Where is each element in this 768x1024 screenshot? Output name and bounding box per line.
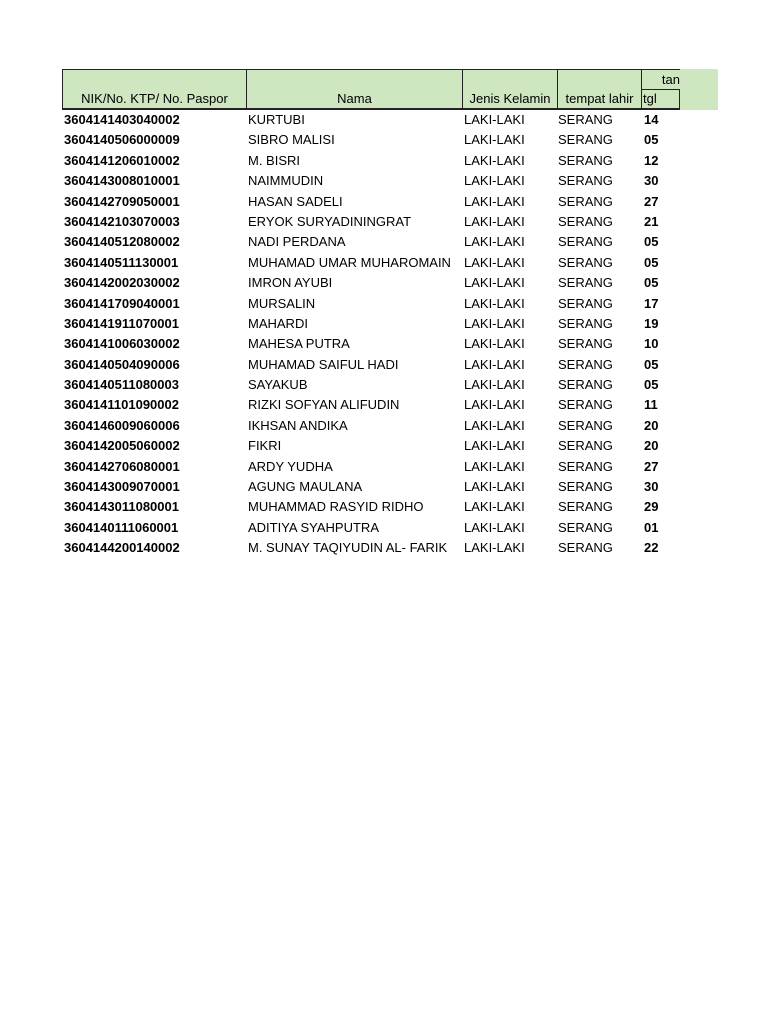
cell-jenis-kelamin[interactable]: LAKI-LAKI [464,112,525,127]
header-tgl[interactable]: tgl [642,89,680,109]
cell-nama[interactable]: NAIMMUDIN [248,173,324,189]
cell-tgl[interactable]: 27 [644,193,659,209]
cell-jenis-kelamin[interactable]: LAKI-LAKI [464,193,525,209]
cell-tgl[interactable]: 30 [644,173,659,189]
cell-nik[interactable]: 3604146009060006 [64,417,180,433]
table-row [62,314,768,334]
cell-tgl[interactable]: 05 [644,234,659,250]
cell-nama[interactable]: IMRON AYUBI [248,275,333,291]
table-row [62,436,768,456]
cell-tempat-lahir[interactable]: SERANG [558,438,613,454]
cell-tgl[interactable]: 14 [644,112,659,127]
cell-tgl[interactable]: 20 [644,438,659,454]
cell-tgl[interactable]: 22 [644,540,659,556]
cell-nik[interactable]: 3604140512080002 [64,234,180,250]
cell-nik[interactable]: 3604140111060001 [64,519,179,535]
cell-nama[interactable]: MUHAMAD UMAR MUHAROMAIN [248,254,451,270]
cell-nama[interactable]: NADI PERDANA [248,234,346,250]
cell-nik[interactable]: 3604142709050001 [64,193,180,209]
cell-nama[interactable]: MURSALIN [248,295,316,311]
cell-jenis-kelamin[interactable]: LAKI-LAKI [464,479,525,495]
cell-nama[interactable]: MAHARDI [248,315,308,331]
cell-tgl[interactable]: 05 [644,377,659,393]
cell-tgl[interactable]: 05 [644,275,659,291]
cell-nama[interactable]: MUHAMMAD RASYID RIDHO [248,499,424,515]
cell-nik[interactable]: 3604140504090006 [64,356,180,372]
cell-tgl[interactable]: 12 [644,152,659,168]
cell-nik[interactable]: 3604140511130001 [64,254,179,270]
cell-tempat-lahir[interactable]: SERANG [558,417,613,433]
table-row [62,518,768,538]
table-row [62,192,768,212]
cell-nik[interactable]: 3604141006030002 [64,336,180,352]
table-row [62,477,768,497]
cell-tgl[interactable]: 21 [644,213,659,229]
table-row [62,294,768,314]
cell-tgl[interactable]: 17 [644,295,659,311]
cell-jenis-kelamin[interactable]: LAKI-LAKI [464,519,525,535]
header-fill [680,69,718,110]
cell-nik[interactable]: 3604142005060002 [64,438,180,454]
cell-tempat-lahir[interactable]: SERANG [558,173,613,189]
table-row [62,416,768,436]
header-nama[interactable]: Nama [246,69,462,109]
cell-jenis-kelamin[interactable]: LAKI-LAKI [464,540,525,556]
cell-tgl[interactable]: 05 [644,132,659,148]
cell-nama[interactable]: RIZKI SOFYAN ALIFUDIN [248,397,400,413]
cell-jenis-kelamin[interactable]: LAKI-LAKI [464,213,525,229]
cell-tempat-lahir[interactable]: SERANG [558,356,613,372]
table-row [62,212,768,232]
table-row [62,375,768,395]
table-body [62,110,768,559]
table-row [62,151,768,171]
cell-tempat-lahir[interactable]: SERANG [558,336,613,352]
table-row [62,253,768,273]
cell-tgl[interactable]: 30 [644,479,659,495]
header-tanggal[interactable]: tan [642,69,680,89]
cell-jenis-kelamin[interactable]: LAKI-LAKI [464,152,525,168]
cell-nik[interactable]: 3604143008010001 [64,173,180,189]
cell-nama[interactable]: ERYOK SURYADININGRAT [248,213,412,229]
cell-jenis-kelamin[interactable]: LAKI-LAKI [464,295,525,311]
cell-tempat-lahir[interactable]: SERANG [558,479,613,495]
cell-tempat-lahir[interactable]: SERANG [558,234,613,250]
cell-nik[interactable]: 3604141101090002 [64,397,179,413]
cell-jenis-kelamin[interactable]: LAKI-LAKI [464,499,525,515]
cell-nik[interactable]: 3604142706080001 [64,458,180,474]
cell-tempat-lahir[interactable]: SERANG [558,112,613,127]
cell-tempat-lahir[interactable]: SERANG [558,254,613,270]
cell-tgl[interactable]: 19 [644,315,659,331]
header-jenis-kelamin[interactable]: Jenis Kelamin [462,69,557,109]
cell-jenis-kelamin[interactable]: LAKI-LAKI [464,438,525,454]
cell-nama[interactable]: MAHESA PUTRA [248,336,350,352]
cell-tempat-lahir[interactable]: SERANG [558,377,613,393]
cell-tgl[interactable]: 10 [644,336,659,352]
cell-tempat-lahir[interactable]: SERANG [558,315,613,331]
table-row [62,273,768,293]
cell-tempat-lahir[interactable]: SERANG [558,275,613,291]
cell-nama[interactable]: AGUNG MAULANA [248,479,363,495]
cell-nik[interactable]: 3604141709040001 [64,295,180,311]
cell-nik[interactable]: 3604140511080003 [64,377,179,393]
cell-nik[interactable]: 3604141206010002 [64,152,180,168]
cell-jenis-kelamin[interactable]: LAKI-LAKI [464,356,525,372]
cell-nama[interactable]: IKHSAN ANDIKA [248,417,348,433]
header-nik[interactable]: NIK/No. KTP/ No. Paspor [62,69,246,109]
cell-nik[interactable]: 3604142103070003 [64,213,180,229]
cell-jenis-kelamin[interactable]: LAKI-LAKI [464,234,525,250]
cell-jenis-kelamin[interactable]: LAKI-LAKI [464,315,525,331]
table-row [62,538,768,558]
cell-nama[interactable]: SIBRO MALISI [248,132,335,148]
cell-jenis-kelamin[interactable]: LAKI-LAKI [464,397,525,413]
table-row [62,395,768,415]
cell-nik[interactable]: 3604142002030002 [64,275,180,291]
table-row [62,334,768,354]
cell-nik[interactable]: 3604144200140002 [64,540,180,556]
cell-jenis-kelamin[interactable]: LAKI-LAKI [464,336,525,352]
cell-jenis-kelamin[interactable]: LAKI-LAKI [464,417,525,433]
table-row [62,497,768,517]
cell-tgl[interactable]: 05 [644,356,659,372]
header-tempat-lahir[interactable]: tempat lahir [557,69,642,109]
cell-nama[interactable]: MUHAMAD SAIFUL HADI [248,356,399,372]
cell-tempat-lahir[interactable]: SERANG [558,397,613,413]
cell-tgl[interactable]: 11 [644,397,658,413]
cell-nama[interactable]: SAYAKUB [248,377,308,393]
cell-tempat-lahir[interactable]: SERANG [558,295,613,311]
cell-tgl[interactable]: 29 [644,499,659,515]
cell-jenis-kelamin[interactable]: LAKI-LAKI [464,377,525,393]
table-row [62,110,768,130]
cell-tempat-lahir[interactable]: SERANG [558,193,613,209]
table-row [62,355,768,375]
cell-tgl[interactable]: 27 [644,458,659,474]
cell-nik[interactable]: 3604141403040002 [64,112,180,127]
cell-tempat-lahir[interactable]: SERANG [558,213,613,229]
cell-tgl[interactable]: 01 [644,519,659,535]
table-row [62,457,768,477]
cell-nama[interactable]: M. BISRI [248,152,301,168]
cell-nama[interactable]: M. SUNAY TAQIYUDIN AL- FARIK [248,540,448,556]
table-row [62,130,768,150]
table-row [62,232,768,252]
cell-nama[interactable]: KURTUBI [248,112,305,127]
cell-nama[interactable]: HASAN SADELI [248,193,343,209]
cell-tempat-lahir[interactable]: SERANG [558,132,613,148]
cell-nama[interactable]: ADITIYA SYAHPUTRA [248,519,379,535]
cell-jenis-kelamin[interactable]: LAKI-LAKI [464,173,525,189]
cell-nik[interactable]: 3604143009070001 [64,479,180,495]
cell-jenis-kelamin[interactable]: LAKI-LAKI [464,132,525,148]
spreadsheet [62,69,768,559]
cell-nama[interactable]: FIKRI [248,438,282,454]
cell-jenis-kelamin[interactable]: LAKI-LAKI [464,254,525,270]
cell-nik[interactable]: 3604143011080001 [64,499,179,515]
cell-jenis-kelamin[interactable]: LAKI-LAKI [464,275,525,291]
cell-tempat-lahir[interactable]: SERANG [558,540,613,556]
cell-nik[interactable]: 3604141911070001 [64,315,179,331]
table-row [62,171,768,191]
table-header [62,69,718,110]
cell-tgl[interactable]: 05 [644,254,659,270]
cell-tempat-lahir[interactable]: SERANG [558,458,613,474]
cell-tempat-lahir[interactable]: SERANG [558,519,613,535]
cell-nama[interactable]: ARDY YUDHA [248,458,333,474]
cell-nik[interactable]: 3604140506000009 [64,132,180,148]
cell-tgl[interactable]: 20 [644,417,659,433]
cell-tempat-lahir[interactable]: SERANG [558,499,613,515]
cell-jenis-kelamin[interactable]: LAKI-LAKI [464,458,525,474]
cell-tempat-lahir[interactable]: SERANG [558,152,613,168]
